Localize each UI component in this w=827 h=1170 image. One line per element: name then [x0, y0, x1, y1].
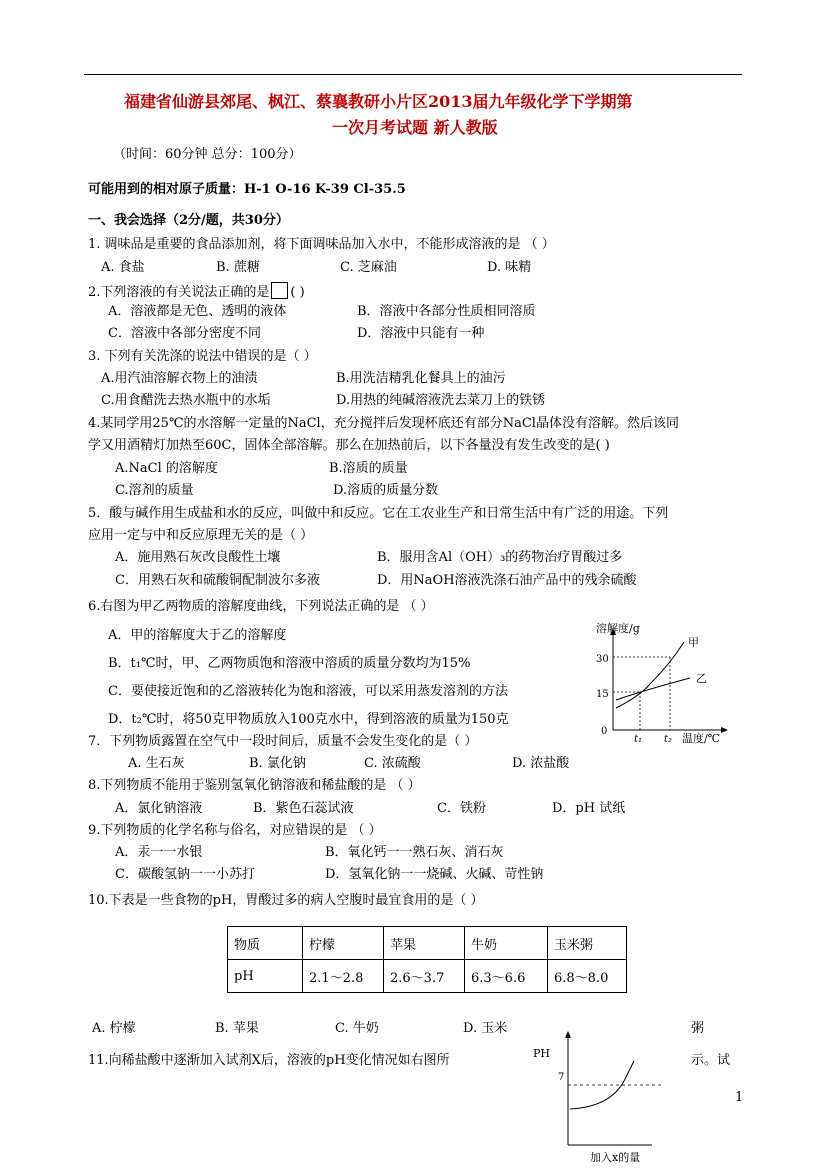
q10-option-d-tail: 粥: [691, 1021, 705, 1036]
question-3: 3. 下列有关洗涤的说法中错误的是（ ）: [88, 349, 317, 364]
q10-option-b: B. 苹果: [215, 1021, 259, 1036]
q2-option-c: C．溶液中各部分密度不同: [108, 326, 261, 341]
q2-paren: ( ): [290, 285, 305, 300]
table-cell: 2.1～2.8: [303, 960, 384, 993]
question-1: 1. 调味品是重要的食品添加剂，将下面调味品加入水中，不能形成溶液的是 （ ）: [88, 237, 555, 252]
q7-option-a: A. 生石灰: [128, 756, 185, 771]
table-cell: 2.6～3.7: [384, 960, 465, 993]
table-header-cell: 牛奶: [465, 927, 548, 960]
q2-option-a: A．溶液都是无色、透明的液体: [108, 304, 287, 319]
q6-option-a: A．甲的溶解度大于乙的溶解度: [108, 628, 287, 643]
section-heading: 一、我会选择（2分/题，共30分）: [88, 213, 289, 228]
q2-option-d: D．溶液中只能有一种: [357, 326, 485, 341]
q5-option-a: A．施用熟石灰改良酸性土壤: [115, 550, 281, 565]
answer-box: [271, 282, 288, 299]
q7-option-c: C. 浓硫酸: [364, 756, 421, 771]
q1-option-a: A. 食盐: [101, 260, 145, 275]
document-title-line1: 福建省仙游县郊尾、枫江、蔡襄教研小片区2013届九年级化学下学期第: [124, 92, 633, 111]
page-number: 1: [735, 1090, 744, 1105]
q10-option-c: C. 牛奶: [335, 1021, 379, 1036]
document-title-line2: 一次月考试题 新人教版: [332, 118, 498, 137]
q9-option-d: D．氢氧化钠一一烧碱、火碱、苛性钠: [325, 867, 544, 882]
solubility-curve-chart: [590, 620, 740, 750]
table-header-cell: 玉米粥: [548, 927, 627, 960]
q7-option-b: B. 氯化钠: [249, 756, 306, 771]
q10-option-a: A. 柠檬: [92, 1021, 136, 1036]
table-cell: pH: [228, 960, 303, 993]
q7-option-d: D. 浓盐酸: [512, 756, 570, 771]
question-5-line2: 应用一定与中和反应原理无关的是（ ）: [88, 528, 314, 543]
y-axis-arrow: [565, 1031, 571, 1038]
q6-option-d: D．t₂℃时，将50克甲物质放入100克水中，得到溶液的质量为150克: [108, 712, 509, 727]
question-11: 11.向稀盐酸中逐渐加入试剂X后，溶液的pH变化情况如右图所: [88, 1053, 450, 1068]
q3-option-b: B.用洗洁精乳化餐具上的油污: [336, 371, 506, 386]
q10-option-d: D. 玉米: [463, 1021, 508, 1036]
q3-option-d: D.用热的纯碱溶液洗去菜刀上的铁锈: [336, 393, 546, 408]
question-2: [88, 282, 305, 301]
series-label-jia: 甲: [688, 636, 699, 649]
q9-option-c: C．碳酸氢钠一一小苏打: [115, 867, 255, 882]
question-8: 8.下列物质不能用于鉴别氢氧化钠溶液和稀盐酸的是 （ ）: [88, 778, 421, 793]
question-6: 6.右图为甲乙两物质的溶解度曲线，下列说法正确的是 （ ）: [88, 599, 434, 614]
y-axis-label: 溶解度/g: [596, 622, 640, 635]
q1-option-c: C. 芝麻油: [340, 260, 397, 275]
question-9: 9.下列物质的化学名称与俗名，对应错误的是 （ ）: [88, 823, 382, 838]
y-tick-7: 7: [558, 1072, 565, 1083]
q4-option-d: D.溶质的质量分数: [333, 483, 439, 498]
q8-option-a: A．氯化钠溶液: [115, 801, 203, 816]
q5-option-b: B．服用含Al（OH）₃的药物治疗胃酸过多: [377, 550, 623, 565]
question-10: 10.下表是一些食物的pH，胃酸过多的病人空腹时最宜食用的是（ ）: [88, 893, 484, 908]
curve-jia: [616, 642, 684, 708]
series-label-yi: 乙: [696, 672, 707, 685]
x-axis-label: 温度/℃: [682, 732, 721, 745]
q5-option-d: D．用NaOH溶液洗涤石油产品中的残余硫酸: [377, 573, 637, 588]
ph-curve-chart: [530, 1025, 670, 1165]
q6-option-b: B．t₁℃时，甲、乙两物质饱和溶液中溶质的质量分数均为15%: [108, 656, 471, 671]
x-tick-t1: t₁: [634, 734, 643, 745]
question-4-line2: 学又用酒精灯加热至60C，固体全部溶解。那么在加热前后，以下各量没有发生改变的是( ): [88, 438, 610, 453]
q8-option-d: D．pH 试纸: [552, 801, 626, 816]
q2-option-b: B．溶液中各部分性质相同溶质: [357, 304, 536, 319]
ph-table: [227, 926, 627, 993]
x-axis-label: 加入x的量: [590, 1151, 641, 1164]
question-4-line1: 4.某同学用25℃的水溶解一定量的NaCl，充分搅拌后发现杯底还有部分NaCl晶体没有溶解。然后该同: [88, 416, 679, 431]
q4-option-c: C.溶剂的质量: [115, 483, 194, 498]
table-cell: 6.8～8.0: [548, 960, 627, 993]
q2-text: 2.下列溶液的有关说法正确的是: [88, 285, 270, 300]
y-axis-label: PH: [533, 1047, 550, 1060]
x-tick-t2: t₂: [664, 734, 673, 745]
q5-option-c: C．用熟石灰和硫酸铜配制波尔多液: [115, 573, 320, 588]
table-row: [228, 960, 627, 993]
table-header-cell: 柠檬: [303, 927, 384, 960]
header-rule: [84, 74, 742, 75]
q4-option-a: A.NaCl 的溶解度: [115, 461, 218, 476]
question-5-line1: 5．酸与碱作用生成盐和水的反应，叫做中和反应。它在工农业生产和日常生活中有广泛的用途。下列: [88, 506, 669, 521]
table-header-cell: 苹果: [384, 927, 465, 960]
question-7: 7．下列物质露置在空气中一段时间后，质量不会发生变化的是（ ）: [88, 734, 478, 749]
q3-option-c: C.用食醋洗去热水瓶中的水垢: [101, 393, 271, 408]
q8-option-b: B．紫色石蕊试液: [253, 801, 354, 816]
atomic-mass-info: 可能用到的相对原子质量：H-1 O-16 K-39 Cl-35.5: [88, 182, 406, 197]
x-axis-arrow: [721, 727, 728, 733]
table-header-row: [228, 927, 627, 960]
table-cell: 6.3～6.6: [465, 960, 548, 993]
table-header-cell: 物质: [228, 927, 303, 960]
y-tick-0: 0: [601, 726, 608, 737]
q1-option-d: D. 味精: [487, 260, 532, 275]
q8-option-c: C．铁粉: [437, 801, 486, 816]
q9-option-b: B．氧化钙一一熟石灰、消石灰: [325, 845, 504, 860]
q3-option-a: A.用汽油溶解衣物上的油渍: [101, 371, 258, 386]
question-11-tail: 示。试: [691, 1053, 731, 1068]
q1-option-b: B. 蔗糖: [216, 260, 260, 275]
q6-option-c: C．要使接近饱和的乙溶液转化为饱和溶液，可以采用蒸发溶剂的方法: [108, 684, 508, 699]
q9-option-a: A．汞一一水银: [115, 845, 203, 860]
q4-option-b: B.溶质的质量: [329, 461, 408, 476]
y-tick-15: 15: [596, 689, 609, 700]
y-tick-30: 30: [596, 654, 609, 665]
time-info: （时间：60分钟 总分：100分）: [113, 147, 302, 162]
